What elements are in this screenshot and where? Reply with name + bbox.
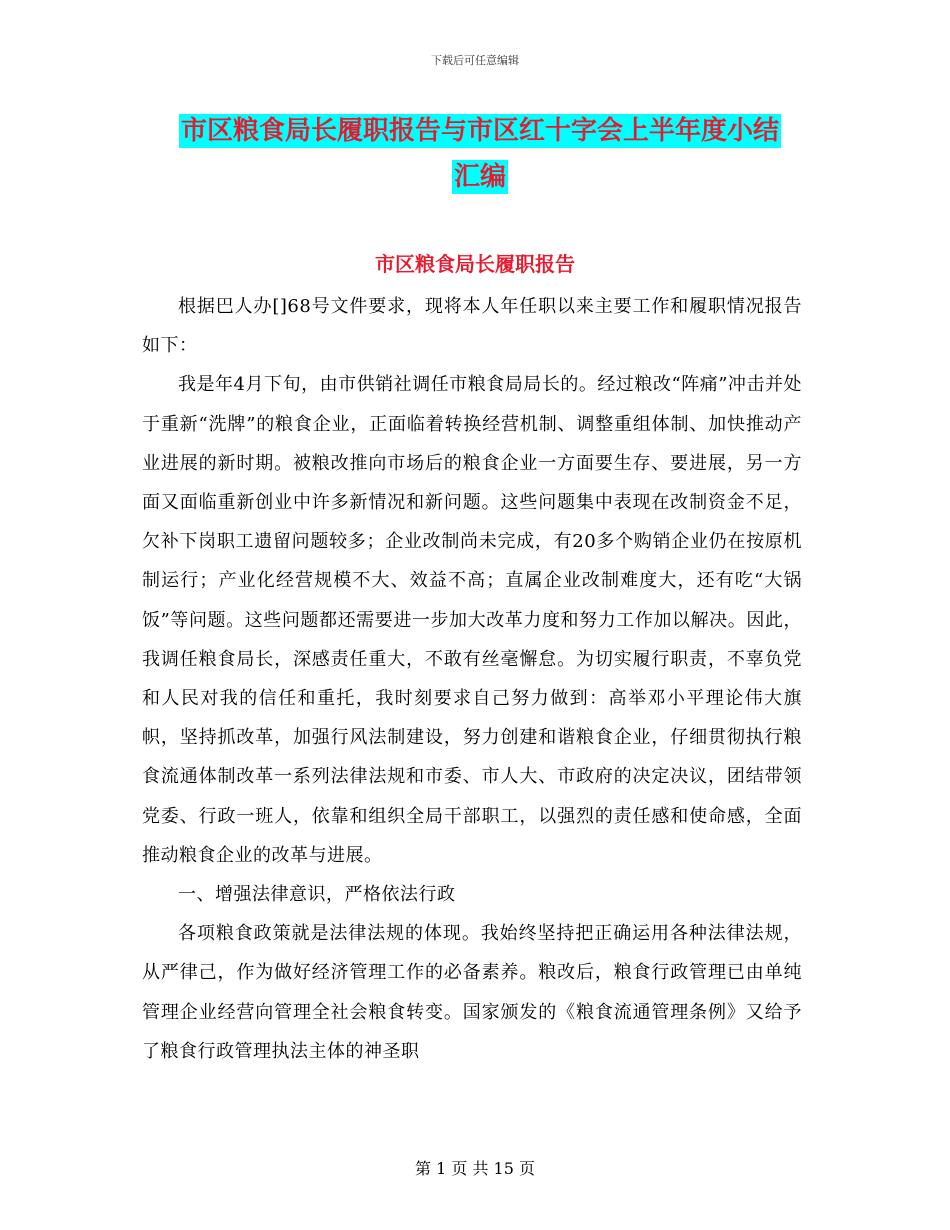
section-title: 市区粮食局长履职报告 bbox=[375, 252, 575, 276]
page-header-note: 下载后可任意编辑 bbox=[431, 54, 519, 67]
paragraph-law: 各项粮食政策就是法律法规的体现。我始终坚持把正确运用各种法律法规，从严律己，作为做好经济管理工作的必备素养。粮改后，粮食行政管理已由单纯管理企业经营向管理全社会粮食转变。国家颁发的《粮食流通管理条例》又给予了粮食行政管理执法主体的神圣职 bbox=[142, 923, 802, 1062]
paragraph-intro: 根据巴人办[]68号文件要求，现将本人年任职以来主要工作和履职情况报告如下： bbox=[142, 296, 802, 357]
document-title-line1: 市区粮食局长履职报告与市区红十字会上半年度小结 bbox=[180, 116, 779, 146]
document-title-line2: 汇编 bbox=[453, 162, 506, 192]
document-title bbox=[140, 108, 820, 200]
page-number: 第 1 页 共 15 页 bbox=[415, 1159, 535, 1178]
paragraph-heading-1: 一、增强法律意识，严格依法行政 bbox=[178, 884, 456, 906]
paragraph-background: 我是年4月下旬，由市供销社调任市粮食局局长的。经过粮改“阵痛”冲击并处于重新“洗牌”的粮食企业，正面临着转换经营机制、调整重组体制、加快推动产业进展的新时期。被粮改推向市场后的粮食企业一方面要生存、要进展，另一方面又面临重新创业中许多新情况和新问题。这些问题集中表现在改制资金不足，欠补下岗职工遗留问题较多；企业改制尚未完成，有20多个购销企业仍在按原机制运行；产业化经营规模不大、效益不高；直属企业改制难度大，还有吃“大锅饭”等问题。这些问题都还需要进一步加大改革力度和努力工作加以解决。因此，我调任粮食局长，深感责任重大，不敢有丝毫懈怠。为切实履行职责，不辜负党和人民对我的信任和重托，我时刻要求自己努力做到：高举邓小平理论伟大旗帜，坚持抓改革，加强行风法制建设，努力创建和谐粮食企业，仔细贯彻执行粮食流通体制改革一系列法律法规和市委、市人大、市政府的决定决议，团结带领党委、行政一班人，依靠和组织全局干部职工，以强烈的责任感和使命感，全面推动粮食企业的改革与进展。 bbox=[142, 374, 802, 866]
document-body bbox=[142, 287, 802, 1071]
